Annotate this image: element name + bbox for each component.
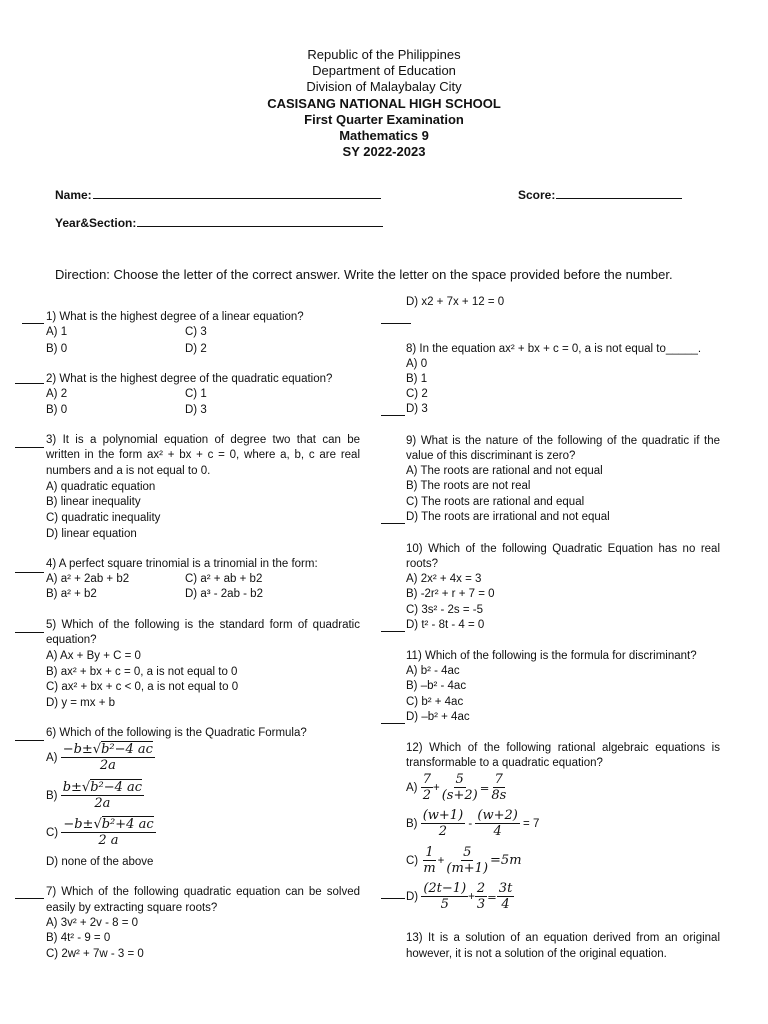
q12-option-d xyxy=(406,881,514,912)
q7-option-a: A) 3v² + 2v - 8 = 0 xyxy=(46,917,139,929)
q12-c-frac1-den: m xyxy=(423,861,436,876)
name-line[interactable] xyxy=(93,187,381,199)
q2-option-c: C) 1 xyxy=(185,388,207,400)
q12-a-frac1-den: 2 xyxy=(422,788,431,803)
q5-stem-line1: 5) Which of the following is the standard form of quadratic xyxy=(46,619,360,631)
q6-c-radicand: b²+4 ac xyxy=(101,817,154,832)
q10-option-a: A) 2x² + 4x = 3 xyxy=(406,573,482,585)
score-label: Score: xyxy=(518,188,556,202)
q2-stem: 2) What is the highest degree of the quadratic equation? xyxy=(46,373,333,385)
q6-c-den: 2 a xyxy=(98,833,119,848)
q12-a-frac2-num: 5 xyxy=(455,772,464,787)
header-republic: Republic of the Philippines xyxy=(307,47,461,62)
q6-option-d: D) none of the above xyxy=(46,856,154,868)
q12-option-c xyxy=(406,845,522,876)
answer-blank-q9[interactable] xyxy=(381,415,405,416)
q6-option-c-label: C) xyxy=(46,826,59,839)
q8-option-b: B) 1 xyxy=(406,373,428,385)
q6-a-num-pre: −b±√ xyxy=(62,742,102,757)
q9-option-c: C) The roots are rational and equal xyxy=(406,496,585,508)
q12-a-frac2-den: (s+2) xyxy=(441,788,478,803)
header-school-year: SY 2022-2023 xyxy=(342,144,426,159)
q12-d-frac3 xyxy=(497,881,515,912)
q7-stem-line2: easily by extracting square roots? xyxy=(46,902,218,914)
q3-option-c: C) quadratic inequality xyxy=(46,512,161,524)
q12-c-frac2-den: (m+1) xyxy=(446,861,489,876)
q2-option-a: A) 2 xyxy=(46,388,68,400)
q11-stem: 11) Which of the following is the formula for discriminant? xyxy=(406,650,697,662)
q3-stem-line1: 3) It is a polynomial equation of degree two that can be xyxy=(46,434,360,446)
q7-option-b: B) 4t² - 9 = 0 xyxy=(46,932,111,944)
q3-stem-line2: written in the form ax² + bx + c = 0, where a, b, c are real xyxy=(46,449,360,461)
q7-stem-line1: 7) Which of the following quadratic equation can be solved xyxy=(46,886,360,898)
q1-stem: 1) What is the highest degree of a linear equation? xyxy=(46,311,304,323)
q1-option-c: C) 3 xyxy=(185,326,207,338)
q13-stem-line2: however, it is not a solution of the original equation. xyxy=(406,948,667,960)
q12-b-frac2-den: 4 xyxy=(493,824,502,839)
q8-option-d: D) 3 xyxy=(406,403,428,415)
q1-option-d: D) 2 xyxy=(185,343,207,355)
header-subject: Mathematics 9 xyxy=(339,128,429,143)
header-exam: First Quarter Examination xyxy=(304,112,464,127)
q6-option-b-label: B) xyxy=(46,789,58,802)
q12-d-frac1-den: 5 xyxy=(440,897,449,912)
score-field[interactable] xyxy=(518,187,682,202)
q12-option-c-label: C) xyxy=(406,854,419,867)
q12-a-frac1-num: 7 xyxy=(422,772,431,787)
q12-d-eq: = xyxy=(487,889,497,904)
q12-d-frac2 xyxy=(475,881,487,912)
year-section-label: Year&Section: xyxy=(55,216,137,230)
q6-b-num-pre: b±√ xyxy=(62,780,91,795)
q3-option-d: D) linear equation xyxy=(46,528,137,540)
q12-a-frac1 xyxy=(421,772,433,803)
q2-option-d: D) 3 xyxy=(185,404,207,416)
q12-b-frac1 xyxy=(421,808,465,839)
q3-stem-line3: numbers and a is not equal to 0. xyxy=(46,465,211,477)
q3-option-b: B) linear inequality xyxy=(46,496,141,508)
q3-option-a: A) quadratic equation xyxy=(46,481,156,493)
q9-stem-line2: value of this discriminant is zero? xyxy=(406,450,576,462)
q6-c-num-pre: −b±√ xyxy=(63,817,102,832)
score-line[interactable] xyxy=(556,187,682,199)
q5-option-c: C) ax² + bx + c < 0, a is not equal to 0 xyxy=(46,681,239,693)
q5-option-a: A) Ax + By + C = 0 xyxy=(46,650,141,662)
q12-c-frac2-num: 5 xyxy=(463,845,472,860)
q12-stem-line2: transformable to a quadratic equation? xyxy=(406,757,603,769)
q9-option-d: D) The roots are irrational and not equal xyxy=(406,511,610,523)
q4-option-c: C) a² + ab + b2 xyxy=(185,573,263,585)
q12-c-frac2 xyxy=(444,845,490,876)
q12-d-op: + xyxy=(468,890,475,903)
q8-stem: 8) In the equation ax² + bx + c = 0, a is not equal to_____. xyxy=(406,343,702,355)
q12-b-frac2 xyxy=(475,808,519,839)
q12-b-frac1-den: 2 xyxy=(438,824,448,839)
q12-a-frac2 xyxy=(440,772,480,803)
header-school: CASISANG NATIONAL HIGH SCHOOL xyxy=(267,96,501,111)
q12-b-frac1-num: (w+1) xyxy=(422,808,464,823)
q6-b-radicand: b²−4 ac xyxy=(90,780,143,795)
q12-option-a xyxy=(406,772,508,803)
q6-option-c-formula xyxy=(61,817,155,848)
q4-option-b: B) a² + b2 xyxy=(46,588,97,600)
q11-option-d: D) –b² + 4ac xyxy=(406,711,470,723)
answer-blank-q7[interactable] xyxy=(15,898,44,899)
q6-option-a-label: A) xyxy=(46,751,58,764)
q12-d-frac2-num: 2 xyxy=(476,881,486,896)
q6-a-radicand: b²−4 ac xyxy=(101,742,153,757)
q12-b-op: - xyxy=(468,817,473,830)
q12-option-a-label: A) xyxy=(406,781,418,794)
answer-blank-q3[interactable] xyxy=(15,447,44,448)
answer-blank-q13[interactable] xyxy=(381,898,405,899)
q5-stem-line2: equation? xyxy=(46,634,97,646)
q6-option-a xyxy=(46,742,155,773)
q1-option-a: A) 1 xyxy=(46,326,68,338)
q12-a-frac3-num: 7 xyxy=(494,772,503,787)
answer-blank-q8[interactable] xyxy=(381,323,411,324)
q12-d-frac1 xyxy=(421,881,468,912)
answer-blank-q6[interactable] xyxy=(15,740,44,741)
q8-option-a: A) 0 xyxy=(406,358,428,370)
answer-blank-q4[interactable] xyxy=(15,572,44,573)
q9-option-a: A) The roots are rational and not equal xyxy=(406,465,603,477)
q1-option-b: B) 0 xyxy=(46,343,68,355)
q12-a-op: + xyxy=(432,781,440,794)
q12-c-frac1 xyxy=(421,845,437,876)
q12-c-op: + xyxy=(437,854,445,867)
header-department: Department of Education xyxy=(312,63,456,78)
q9-option-b: B) The roots are not real xyxy=(406,480,531,492)
q10-stem-line2: roots? xyxy=(406,558,438,570)
q12-option-b xyxy=(406,808,539,839)
q12-a-frac3-den: 8s xyxy=(491,788,507,803)
q5-option-d: D) y = mx + b xyxy=(46,697,116,709)
q12-option-d-label: D) xyxy=(406,890,419,903)
q6-option-b xyxy=(46,780,144,811)
q10-option-b: B) -2r² + r + 7 = 0 xyxy=(406,588,495,600)
answer-blank-q11[interactable] xyxy=(381,631,405,632)
q12-a-eq: = xyxy=(479,780,490,795)
q12-d-frac3-num: 3t xyxy=(498,881,513,896)
answer-blank-q10[interactable] xyxy=(381,523,405,524)
q6-b-den: 2a xyxy=(94,796,111,811)
q12-b-eq: = 7 xyxy=(523,817,540,830)
q4-option-d: D) a³ - 2ab - b2 xyxy=(185,588,263,600)
q12-a-frac3 xyxy=(489,772,508,803)
q2-option-b: B) 0 xyxy=(46,404,68,416)
year-section-field[interactable] xyxy=(55,215,383,230)
q12-b-frac2-num: (w+2) xyxy=(477,808,518,823)
q8-option-c: C) 2 xyxy=(406,388,428,400)
q12-d-frac1-num: (2t−1) xyxy=(423,881,467,896)
q5-option-b: B) ax² + bx + c = 0, a is not equal to 0 xyxy=(46,666,238,678)
q12-c-eq: =5m xyxy=(490,853,522,868)
q12-d-frac2-den: 3 xyxy=(476,897,486,912)
q12-option-b-label: B) xyxy=(406,817,418,830)
q7-option-c: C) 2w² + 7w - 3 = 0 xyxy=(46,948,144,960)
name-field[interactable] xyxy=(55,187,381,202)
q4-stem: 4) A perfect square trinomial is a trinomial in the form: xyxy=(46,558,318,570)
q10-option-c: C) 3s² - 2s = -5 xyxy=(406,604,484,616)
answer-blank-q12[interactable] xyxy=(381,723,405,724)
q6-option-b-formula xyxy=(61,780,144,811)
q11-option-a: A) b² - 4ac xyxy=(406,665,460,677)
answer-blank-q5[interactable] xyxy=(15,632,44,633)
direction-text: Direction: Choose the letter of the correct answer. Write the letter on the space provided before the number. xyxy=(55,267,673,282)
q6-option-c xyxy=(46,817,156,848)
q10-stem-line1: 10) Which of the following Quadratic Equation has no real xyxy=(406,543,720,555)
answer-blank-q1[interactable] xyxy=(22,323,44,324)
q6-option-a-formula xyxy=(61,742,155,773)
year-section-line[interactable] xyxy=(137,215,383,227)
name-label: Name: xyxy=(55,188,92,202)
q11-option-b: B) –b² - 4ac xyxy=(406,680,467,692)
q11-option-c: C) b² + 4ac xyxy=(406,696,464,708)
q6-stem: 6) Which of the following is the Quadratic Formula? xyxy=(46,727,307,739)
q12-c-frac1-num: 1 xyxy=(425,845,434,860)
q9-stem-line1: 9) What is the nature of the following of the quadratic if the xyxy=(406,435,720,447)
answer-blank-q2[interactable] xyxy=(15,383,44,384)
header-division: Division of Malaybalay City xyxy=(306,79,462,94)
q10-option-d: D) t² - 8t - 4 = 0 xyxy=(406,619,485,631)
q13-stem-line1: 13) It is a solution of an equation derived from an original xyxy=(406,932,720,944)
q12-stem-line1: 12) Which of the following rational algebraic equations is xyxy=(406,742,720,754)
q4-option-a: A) a² + 2ab + b2 xyxy=(46,573,130,585)
q12-d-frac3-den: 4 xyxy=(501,897,510,912)
q7-option-d: D) x2 + 7x + 12 = 0 xyxy=(406,296,505,308)
q6-a-den: 2a xyxy=(99,758,116,773)
